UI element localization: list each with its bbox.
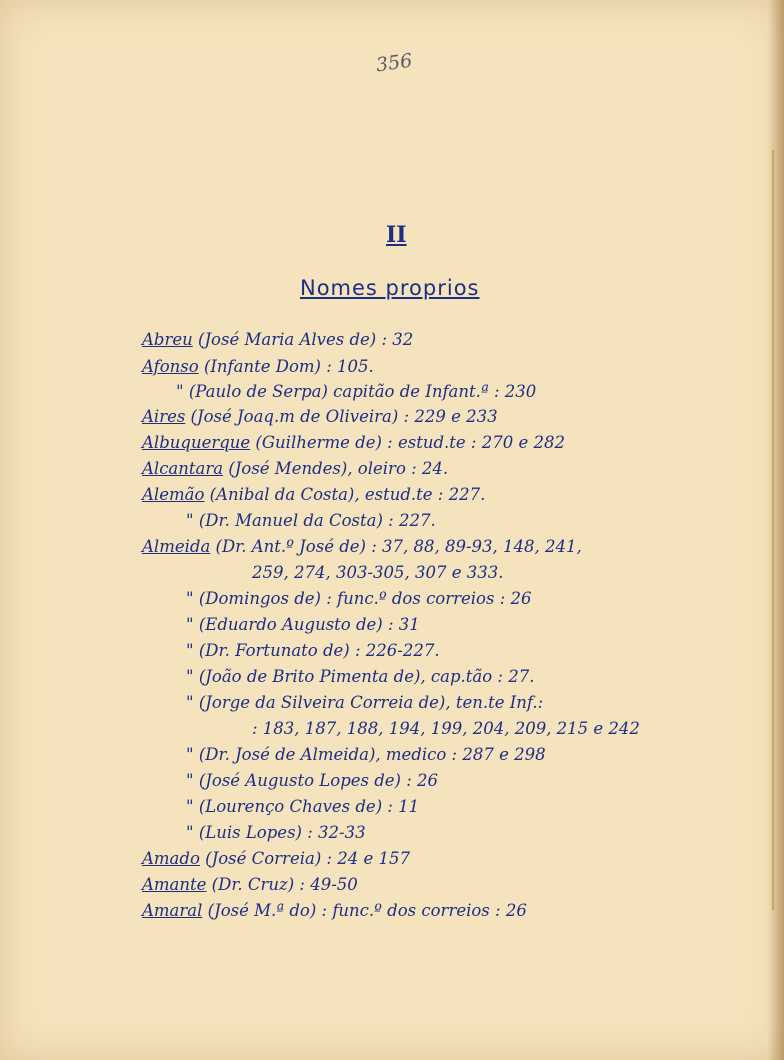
entry-surname: Afonso <box>142 357 199 376</box>
index-entry <box>252 719 640 738</box>
entry-details: (José Maria Alves de) : 32 <box>192 330 414 349</box>
index-entry <box>176 382 536 401</box>
entry-surname: Amaral <box>142 901 203 920</box>
entry-details: " (Eduardo Augusto de) : 31 <box>186 615 420 634</box>
index-entry <box>186 693 543 712</box>
entry-surname: Aires <box>142 407 186 426</box>
entry-surname: Albuquerque <box>142 433 251 452</box>
entry-surname: Abreu <box>142 330 193 349</box>
entry-surname: Almeida <box>142 537 211 556</box>
entry-details: " (Paulo de Serpa) capitão de Infant.ª : 230 <box>176 382 537 401</box>
entry-details: " (Jorge da Silveira Correia de), ten.te Inf.: <box>186 693 544 712</box>
entry-details: (José Joaq.m de Oliveira) : 229 e 233 <box>185 407 498 426</box>
index-entry <box>142 330 413 349</box>
index-entry <box>142 357 374 376</box>
index-entry <box>186 771 438 790</box>
entry-details: " (Dr. Manuel da Costa) : 227. <box>186 511 436 530</box>
section-numeral: II <box>386 222 407 248</box>
entry-surname: Amante <box>142 875 207 894</box>
entry-details: " (José Augusto Lopes de) : 26 <box>186 771 439 790</box>
entry-details: (Dr. Ant.º José de) : 37, 88, 89-93, 148, 241, <box>210 537 582 556</box>
index-entry <box>186 667 534 686</box>
index-entry <box>142 901 527 920</box>
entry-surname: Amado <box>142 849 200 868</box>
entry-details: 259, 274, 303-305, 307 e 333. <box>252 563 504 582</box>
entry-surname: Alemão <box>142 485 205 504</box>
index-entry <box>186 823 366 842</box>
index-entry <box>142 849 410 868</box>
entry-details: " (Domingos de) : func.º dos correios : 26 <box>186 589 532 608</box>
index-entry <box>142 433 565 452</box>
index-entry <box>142 537 582 556</box>
index-entry <box>252 563 504 582</box>
entry-details: " (Dr. Fortunato de) : 226-227. <box>186 641 440 660</box>
index-entry <box>186 589 532 608</box>
entry-details: (José Correia) : 24 e 157 <box>199 849 411 868</box>
entry-details: " (Dr. José de Almeida), medico : 287 e 298 <box>186 745 546 764</box>
index-entry <box>186 797 419 816</box>
entry-details: (José M.ª do) : func.º dos correios : 26 <box>202 901 527 920</box>
index-entry <box>186 615 420 634</box>
index-entry <box>142 459 448 478</box>
page-number: 356 <box>374 49 414 77</box>
entry-surname: Alcantara <box>142 459 224 478</box>
index-entry <box>186 745 546 764</box>
index-entry <box>142 407 498 426</box>
index-entry <box>142 485 485 504</box>
index-entry <box>186 511 436 530</box>
entry-details: (Guilherme de) : estud.te : 270 e 282 <box>250 433 565 452</box>
entry-details: (José Mendes), oleiro : 24. <box>223 459 449 478</box>
entry-details: (Anibal da Costa), estud.te : 227. <box>204 485 486 504</box>
entry-details: : 183, 187, 188, 194, 199, 204, 209, 215 e 242 <box>252 719 640 738</box>
index-entry <box>142 875 358 894</box>
entry-details: " (Luis Lopes) : 32-33 <box>186 823 366 842</box>
entry-details: (Infante Dom) : 105. <box>198 357 374 376</box>
index-entry <box>186 641 440 660</box>
section-title: Nomes proprios <box>300 276 480 300</box>
entry-details: " (Lourenço Chaves de) : 11 <box>186 797 420 816</box>
entry-details: (Dr. Cruz) : 49-50 <box>206 875 358 894</box>
entry-details: " (João de Brito Pimenta de), cap.tão : 27. <box>186 667 535 686</box>
